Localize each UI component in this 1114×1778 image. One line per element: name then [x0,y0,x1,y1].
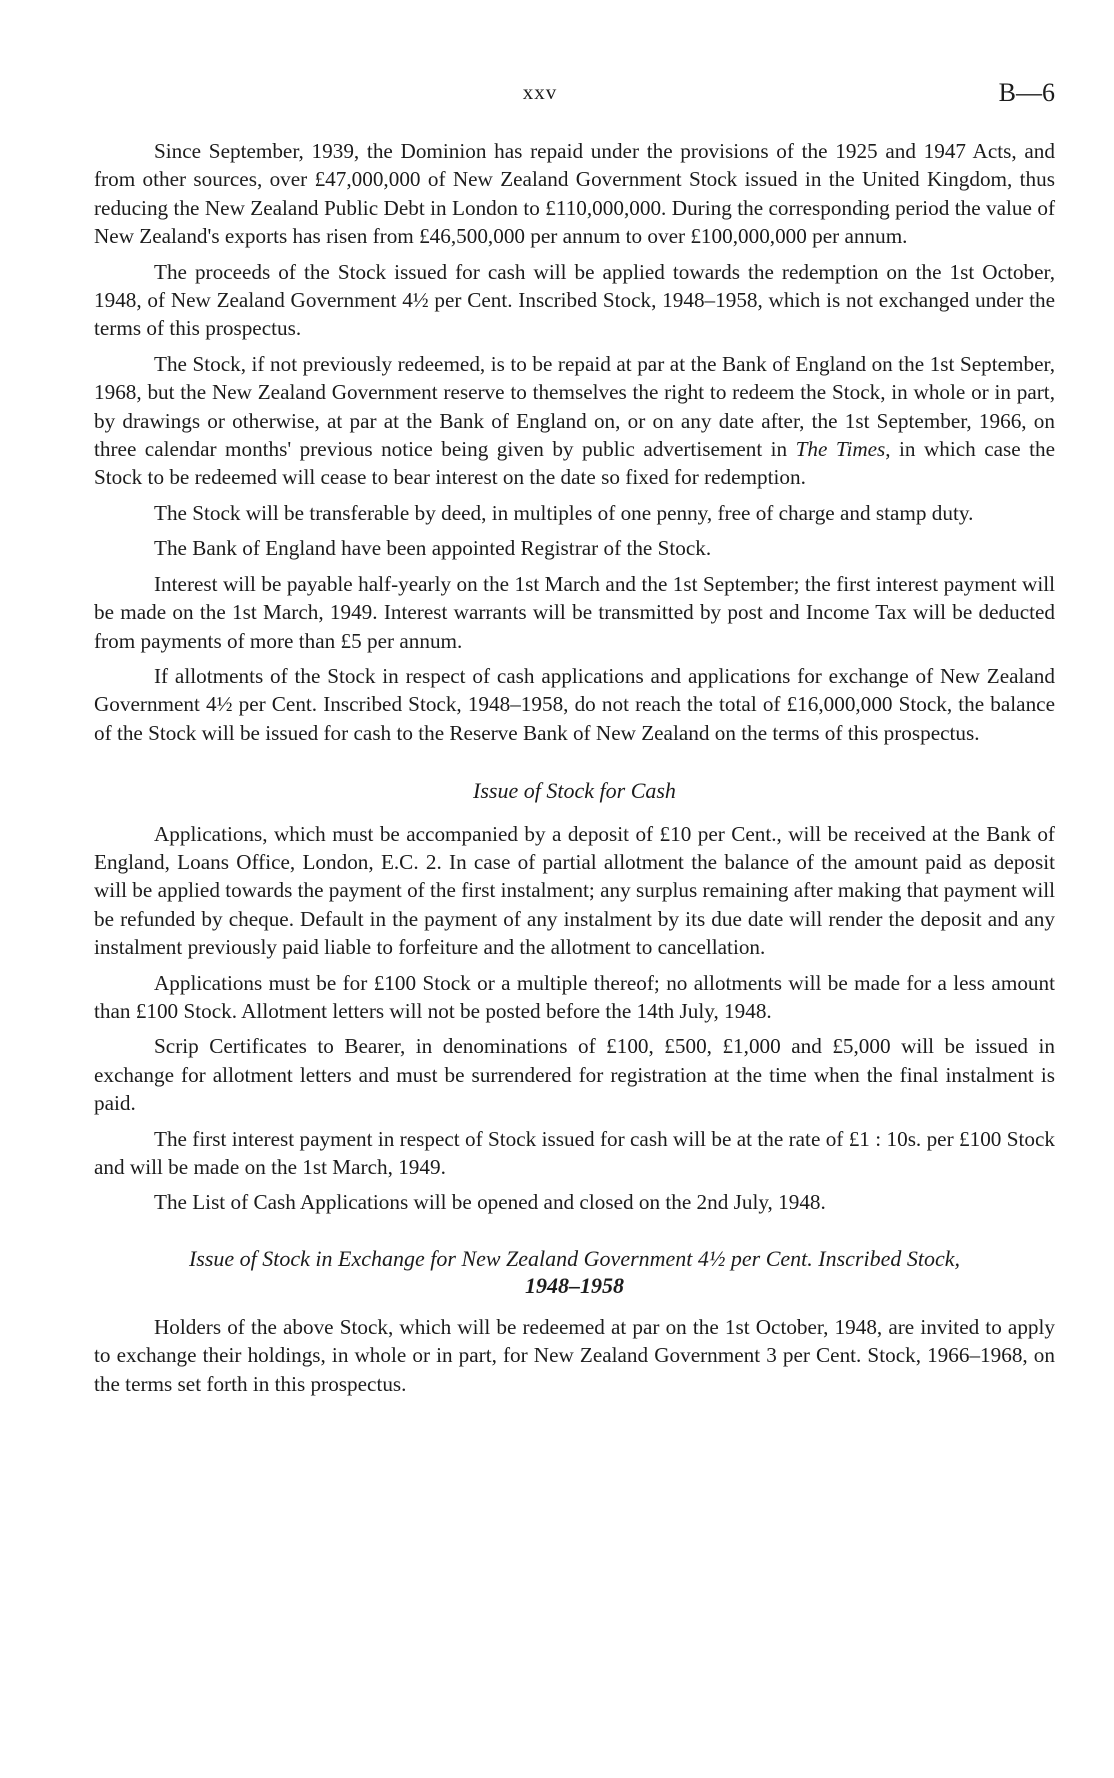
body-text [94,137,1055,1405]
section-heading-cash: Issue of Stock for Cash [473,778,676,804]
paragraph-applications-deposit: Applications, which must be accompanied by a deposit of £10 per Cent., will be received at the Bank of England, Loans Office, London, E.C. 2. In case of partial allotment the balance of the amount paid as deposit will be applied towards the payment of the first instalment; any surplus remaining after making that payment will be refunded by cheque. Default in the payment of any instalment by its due date will render the deposit and any instalment previously paid liable to forfeiture and the allotment to cancellation. [94,821,1055,960]
document-reference: B—6 [998,78,1055,107]
paragraph-redemption-text: The Stock, if not previously redeemed, is to be repaid at par at the Bank of England on the 1st September, 1968, but the New Zealand Government reserve to themselves the right to redeem the Stock, in whole or in part, by drawings or otherwise, at par at the Bank of England on, or on any date after, the 1st September, 1966, on three calendar months' previous notice being given by public advertisement in [94,351,1055,462]
paragraph-registrar: The Bank of England have been appointed Registrar of the Stock. [154,536,712,561]
paragraph-interest: Interest will be payable half-yearly on the 1st March and the 1st September; the first interest payment will be made on the 1st March, 1949. Interest warrants will be transmitted by post and Income Tax will be deducted from payments of more than £5 per annum. [94,571,1055,653]
section-heading-exchange-line2: 1948–1958 [525,1272,624,1298]
paragraph-redemption [94,350,1055,492]
paragraph-exchange-invitation: Holders of the above Stock, which will be redeemed at par on the 1st October, 1948, are invited to apply to exchange their holdings, in whole or in part, for New Zealand Government 3 per Cent. Stock, 1966–1968, on the terms set forth in this prospectus. [94,1314,1055,1396]
paragraph-first-interest: The first interest payment in respect of Stock issued for cash will be at the rate of £1 : 10s. per £100 Stock and will be made on the 1st March, 1949. [94,1126,1055,1179]
newspaper-title: The Times [795,437,886,462]
paragraph-transfer: The Stock will be transferable by deed, in multiples of one penny, free of charge and stamp duty. [154,500,974,525]
paragraph-proceeds: The proceeds of the Stock issued for cash will be applied towards the redemption on the 1st October, 1948, of New Zealand Government 4½ per Cent. Inscribed Stock, 1948–1958, which is not exchanged under the terms of this prospectus. [94,259,1055,341]
paragraph-scrip-certificates: Scrip Certificates to Bearer, in denominations of £100, £500, £1,000 and £5,000 will be issued in exchange for allotment letters and must be surrendered for registration at the time when the final instalment is paid. [94,1034,1055,1116]
paragraph-applications-minimum: Applications must be for £100 Stock or a multiple thereof; no allotments will be made for a less amount than £100 Stock. Allotment letters will not be posted before the 14th July, 1948. [94,970,1055,1023]
paragraph-repayment: Since September, 1939, the Dominion has repaid under the provisions of the 1925 and 1947 Acts, and from other sources, over £47,000,000 of New Zealand Government Stock issued in the United Kingdom, thus reducing the New Zealand Public Debt in London to £110,000,000. During the corresponding period the value of New Zealand's exports has risen from £46,500,000 per annum to over £100,000,000 per annum. [94,139,1055,249]
section-heading-exchange-line1: Issue of Stock in Exchange for New Zealand Government 4½ per Cent. Inscribed Stock, [188,1245,961,1271]
paragraph-list-dates: The List of Cash Applications will be opened and closed on the 2nd July, 1948. [154,1190,826,1215]
paragraph-allotments: If allotments of the Stock in respect of cash applications and applications for exchange of New Zealand Government 4½ per Cent. Inscribed Stock, 1948–1958, do not reach the total of £16,000,000 Stock, the balance of the Stock will be issued for cash to the Reserve Bank of New Zealand on the terms of this prospectus. [94,663,1055,745]
page-number: xxv [522,80,558,104]
paragraph-redemption-text-end: , in which case the Stock to be redeemed will cease to bear interest on the date so fixed for redemption. [94,437,1055,490]
section-heading-exchange [94,1245,1055,1299]
